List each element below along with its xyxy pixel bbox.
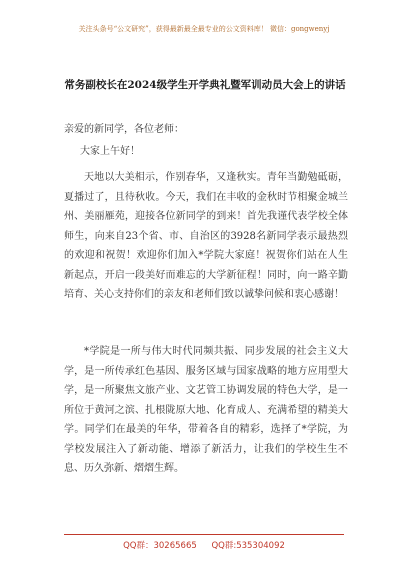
header-banner: 关注头条号“公文研究”，获得最新最全最专业的公文资料库！ 微信：gongwenyj <box>78 25 330 33</box>
greeting: 大家上午好！ <box>80 146 140 157</box>
footer-qq-group-2: QQ群:535304092 <box>211 541 285 551</box>
paragraph-2: *学院是一所与伟大时代同频共振、同步发展的社会主义大学，是一所传承红色基因、服务区域与国家战略的地方应用型大学，是一所聚焦文旅产业、文艺管工协调发展的特色大学，是一所位于黄河之滨、扎根陇原大地、化育成人、充满希望的精美大学。同学们在最美的年华，带着各自的精彩，选择了*学院，为学校发展注入了新动能、增添了新活力，让我们的学校生生不息、历久弥新、熠熠生辉。 <box>64 346 348 474</box>
footer-qq-group-1: QQ群：30265665 <box>123 541 197 551</box>
document-title: 常务副校长在2024级学生开学典礼暨军训动员大会上的讲话 <box>64 79 346 91</box>
footer-divider <box>64 534 344 535</box>
footer <box>0 534 408 551</box>
paragraph-1: 天地以大美相示，作别春华，又逢秋实。青年当勤勉砥砺，夏播过了，且待秋收。今天，我们在丰收的金秋时节相聚金城兰州、美丽雁苑，迎接各位新同学的到来！首先我谨代表学校全体师生，向来自23个省、市、自治区的3928名新同学表示最热烈的欢迎和祝贺！欢迎你们加入*学院大家庭！祝贺你们站在人生新起点，开启一段美好而难忘的大学新征程！同时，向一路辛勤培育、关心支持你们的亲友和老师们致以诚挚问候和衷心感谢！ <box>64 172 348 300</box>
salutation: 亲爱的新同学，各位老师： <box>64 124 184 135</box>
